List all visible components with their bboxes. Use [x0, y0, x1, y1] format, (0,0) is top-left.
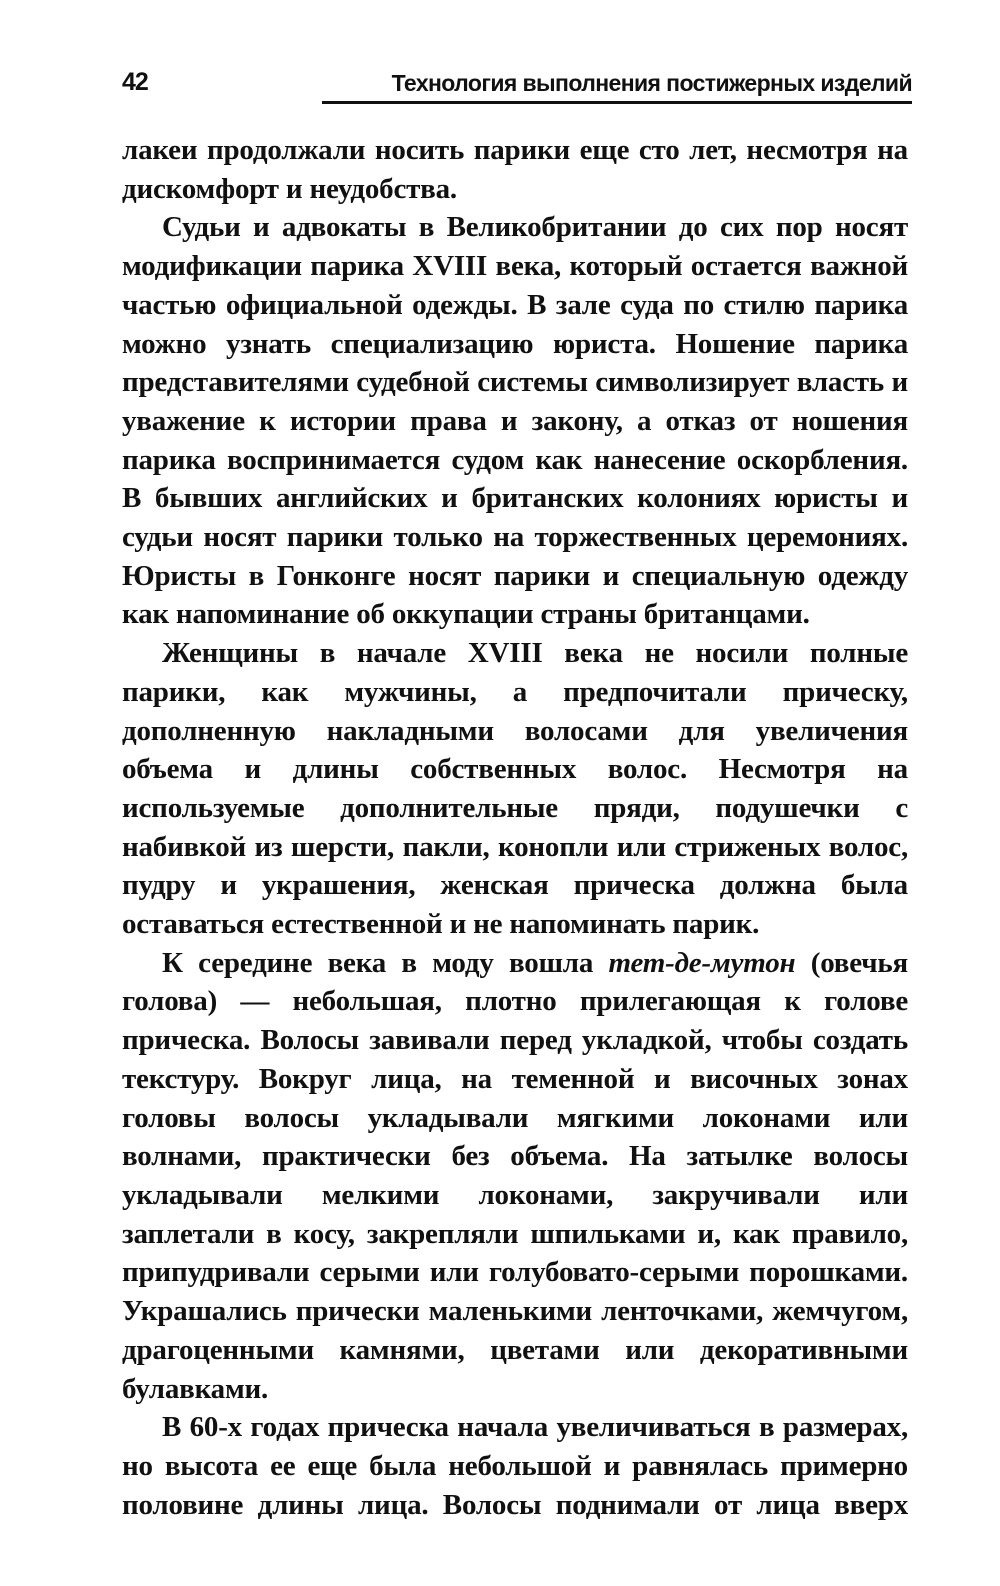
header-rule: [322, 101, 912, 104]
paragraph-text-start: К середине века в моду вошла: [162, 946, 609, 979]
paragraph-womens-hairstyles: Женщины в начале XVIII века не носили полные парики, как мужчины, а предпочитали прическу, дополненную накладными волосами для увеличения объема и длины собственных волос. Несмотря на используемые дополнительные пряди, подушечки с набивкой из шерсти, пакли, конопли или стриженых волос, пудру и украшения, женская прическа должна была оставаться естественной и не напоминать парик.: [122, 637, 908, 941]
paragraph-continuation: лакеи продолжали носить парики еще сто лет, несмотря на дискомфорт и неудобства.: [122, 134, 908, 205]
italic-term: тет-де-мутон: [608, 946, 796, 979]
paragraph-sixties: В 60-х годах прическа начала увеличиваться в размерах, но высота ее еще была небольшой и равнялась примерно половине длины лица. Волосы поднимали от лица вверх: [122, 1411, 908, 1521]
running-header: [122, 62, 912, 102]
paragraph-tete-de-mouton: [122, 944, 908, 1408]
paragraph-text-end: (овечья голова) — небольшая, плотно прилегающая к голове прическа. Волосы завивали перед укладкой, чтобы создать текстуру. Вокруг лица, на теменной и височных зонах головы волосы укладывали мягкими локонами или волнами, практически без объема. На затылке волосы укладывали мелкими локонами, закручивали или заплетали в косу, закрепляли шпильками и, как правило, припудривали серыми или голубовато-серыми порошками. Украшались прически маленькими ленточками, жемчугом, драгоценными камнями, цветами или декоративными булавками.: [122, 946, 908, 1405]
page-number: 42: [122, 68, 148, 96]
header-title: Технология выполнения постижерных изделий: [391, 70, 912, 96]
body-text: [122, 131, 908, 1524]
paragraph-judges-wigs: Судьи и адвокаты в Великобритании до сих пор носят модификации парика XVIII века, который остается важной частью официальной одежды. В зале суда по стилю парика можно узнать специализацию юриста. Ношение парика представителями судебной системы символизирует власть и уважение к истории права и закону, а отказ от ношения парика воспринимается судом как нанесение оскорбления. В бывших английских и британских колониях юристы и судьи носят парики только на торжественных церемониях. Юристы в Гонконге носят парики и специальную одежду как напоминание об оккупации страны британцами.: [122, 211, 908, 631]
